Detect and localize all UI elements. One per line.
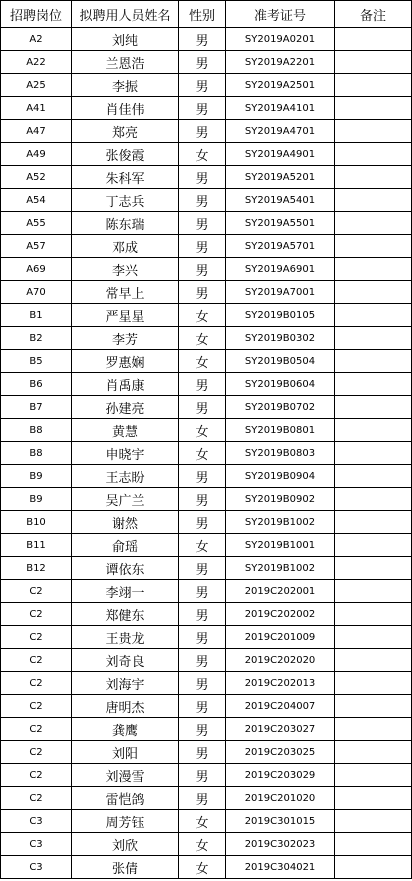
- cell-gender: 男: [179, 764, 226, 787]
- cell-exam-id: SY2019A4701: [226, 120, 335, 143]
- cell-remark: [335, 51, 412, 74]
- table-row: [1, 557, 412, 580]
- cell-remark: [335, 350, 412, 373]
- cell-exam-id: 2019C302023: [226, 833, 335, 856]
- cell-name: 郑亮: [72, 120, 179, 143]
- cell-position: A52: [1, 166, 72, 189]
- cell-position: A49: [1, 143, 72, 166]
- cell-remark: [335, 465, 412, 488]
- cell-exam-id: SY2019B0904: [226, 465, 335, 488]
- cell-name: 刘海宇: [72, 672, 179, 695]
- cell-exam-id: SY2019A5501: [226, 212, 335, 235]
- cell-remark: [335, 833, 412, 856]
- table-row: [1, 396, 412, 419]
- cell-exam-id: 2019C204007: [226, 695, 335, 718]
- cell-exam-id: 2019C203029: [226, 764, 335, 787]
- table-row: [1, 304, 412, 327]
- cell-name: 邓成: [72, 235, 179, 258]
- cell-remark: [335, 603, 412, 626]
- cell-gender: 女: [179, 856, 226, 879]
- cell-name: 龚鹰: [72, 718, 179, 741]
- cell-gender: 女: [179, 833, 226, 856]
- cell-name: 孙建亮: [72, 396, 179, 419]
- cell-position: A41: [1, 97, 72, 120]
- cell-exam-id: 2019C202013: [226, 672, 335, 695]
- cell-remark: [335, 258, 412, 281]
- table-row: [1, 465, 412, 488]
- table-row: [1, 626, 412, 649]
- cell-position: A47: [1, 120, 72, 143]
- table-row: [1, 856, 412, 879]
- cell-position: B10: [1, 511, 72, 534]
- cell-gender: 男: [179, 511, 226, 534]
- cell-remark: [335, 189, 412, 212]
- cell-gender: 女: [179, 442, 226, 465]
- table-row: [1, 28, 412, 51]
- table-row: [1, 580, 412, 603]
- cell-name: 丁志兵: [72, 189, 179, 212]
- cell-exam-id: SY2019A5701: [226, 235, 335, 258]
- cell-remark: [335, 396, 412, 419]
- cell-name: 陈东瑞: [72, 212, 179, 235]
- cell-exam-id: SY2019B0702: [226, 396, 335, 419]
- cell-gender: 男: [179, 97, 226, 120]
- cell-remark: [335, 143, 412, 166]
- cell-name: 俞瑶: [72, 534, 179, 557]
- table-row: [1, 672, 412, 695]
- cell-gender: 女: [179, 534, 226, 557]
- table-row: [1, 649, 412, 672]
- cell-position: A2: [1, 28, 72, 51]
- cell-position: A22: [1, 51, 72, 74]
- cell-remark: [335, 442, 412, 465]
- cell-exam-id: 2019C301015: [226, 810, 335, 833]
- cell-exam-id: SY2019B0504: [226, 350, 335, 373]
- cell-position: C2: [1, 603, 72, 626]
- table-row: [1, 350, 412, 373]
- table-row: [1, 166, 412, 189]
- cell-gender: 女: [179, 350, 226, 373]
- table-row: [1, 764, 412, 787]
- cell-exam-id: SY2019A2501: [226, 74, 335, 97]
- cell-remark: [335, 534, 412, 557]
- cell-gender: 男: [179, 396, 226, 419]
- cell-remark: [335, 741, 412, 764]
- cell-position: B8: [1, 442, 72, 465]
- cell-exam-id: 2019C203027: [226, 718, 335, 741]
- cell-position: C2: [1, 741, 72, 764]
- table-row: [1, 281, 412, 304]
- cell-position: C2: [1, 764, 72, 787]
- cell-position: B8: [1, 419, 72, 442]
- cell-name: 朱科军: [72, 166, 179, 189]
- cell-remark: [335, 74, 412, 97]
- cell-name: 张倩: [72, 856, 179, 879]
- cell-name: 申晓宇: [72, 442, 179, 465]
- cell-exam-id: SY2019B0902: [226, 488, 335, 511]
- cell-gender: 男: [179, 741, 226, 764]
- cell-gender: 女: [179, 810, 226, 833]
- cell-name: 黄慧: [72, 419, 179, 442]
- cell-gender: 男: [179, 51, 226, 74]
- header-name: 拟聘用人员姓名: [72, 1, 179, 28]
- cell-position: B2: [1, 327, 72, 350]
- table-body: [1, 28, 412, 879]
- cell-position: B9: [1, 465, 72, 488]
- cell-name: 刘纯: [72, 28, 179, 51]
- cell-remark: [335, 28, 412, 51]
- cell-remark: [335, 580, 412, 603]
- cell-name: 刘阳: [72, 741, 179, 764]
- cell-exam-id: SY2019B0604: [226, 373, 335, 396]
- table-row: [1, 741, 412, 764]
- cell-gender: 男: [179, 74, 226, 97]
- cell-name: 兰恩浩: [72, 51, 179, 74]
- cell-gender: 男: [179, 787, 226, 810]
- cell-remark: [335, 281, 412, 304]
- table-row: [1, 603, 412, 626]
- table-row: [1, 787, 412, 810]
- cell-position: B12: [1, 557, 72, 580]
- table-row: [1, 143, 412, 166]
- cell-position: C3: [1, 856, 72, 879]
- cell-remark: [335, 304, 412, 327]
- cell-name: 李振: [72, 74, 179, 97]
- cell-position: B9: [1, 488, 72, 511]
- cell-gender: 男: [179, 120, 226, 143]
- cell-name: 王贵龙: [72, 626, 179, 649]
- cell-name: 周芳钰: [72, 810, 179, 833]
- cell-gender: 女: [179, 143, 226, 166]
- cell-gender: 男: [179, 718, 226, 741]
- cell-name: 雷恺鸽: [72, 787, 179, 810]
- cell-name: 郑健东: [72, 603, 179, 626]
- header-gender: 性别: [179, 1, 226, 28]
- cell-exam-id: SY2019B0801: [226, 419, 335, 442]
- cell-name: 李兴: [72, 258, 179, 281]
- table-header-row: [1, 1, 412, 28]
- cell-remark: [335, 810, 412, 833]
- cell-position: C3: [1, 833, 72, 856]
- cell-gender: 男: [179, 258, 226, 281]
- cell-exam-id: 2019C201020: [226, 787, 335, 810]
- cell-name: 罗惠娴: [72, 350, 179, 373]
- cell-exam-id: 2019C203025: [226, 741, 335, 764]
- cell-position: B11: [1, 534, 72, 557]
- table-row: [1, 511, 412, 534]
- cell-name: 唐明杰: [72, 695, 179, 718]
- cell-name: 肖禹康: [72, 373, 179, 396]
- cell-remark: [335, 672, 412, 695]
- cell-gender: 男: [179, 580, 226, 603]
- cell-position: B7: [1, 396, 72, 419]
- cell-remark: [335, 626, 412, 649]
- table-row: [1, 235, 412, 258]
- cell-remark: [335, 718, 412, 741]
- cell-gender: 男: [179, 235, 226, 258]
- cell-exam-id: 2019C201009: [226, 626, 335, 649]
- cell-position: C2: [1, 718, 72, 741]
- cell-exam-id: 2019C202020: [226, 649, 335, 672]
- cell-gender: 男: [179, 695, 226, 718]
- cell-name: 李翊一: [72, 580, 179, 603]
- cell-exam-id: SY2019A4101: [226, 97, 335, 120]
- cell-gender: 女: [179, 304, 226, 327]
- cell-position: A69: [1, 258, 72, 281]
- cell-name: 张俊霞: [72, 143, 179, 166]
- cell-name: 王志盼: [72, 465, 179, 488]
- cell-gender: 男: [179, 488, 226, 511]
- cell-name: 严星星: [72, 304, 179, 327]
- cell-remark: [335, 373, 412, 396]
- cell-position: A70: [1, 281, 72, 304]
- cell-gender: 男: [179, 212, 226, 235]
- cell-name: 李芳: [72, 327, 179, 350]
- table-row: [1, 718, 412, 741]
- cell-position: C2: [1, 649, 72, 672]
- cell-remark: [335, 695, 412, 718]
- cell-remark: [335, 557, 412, 580]
- table-row: [1, 373, 412, 396]
- cell-exam-id: SY2019B0105: [226, 304, 335, 327]
- cell-exam-id: SY2019A5401: [226, 189, 335, 212]
- cell-name: 刘欣: [72, 833, 179, 856]
- cell-name: 谢然: [72, 511, 179, 534]
- cell-position: C2: [1, 672, 72, 695]
- cell-name: 肖佳伟: [72, 97, 179, 120]
- header-exam-id: 准考证号: [226, 1, 335, 28]
- cell-gender: 男: [179, 373, 226, 396]
- table-row: [1, 51, 412, 74]
- table-row: [1, 419, 412, 442]
- cell-position: B1: [1, 304, 72, 327]
- cell-exam-id: SY2019A2201: [226, 51, 335, 74]
- cell-remark: [335, 419, 412, 442]
- cell-name: 刘奇良: [72, 649, 179, 672]
- table-row: [1, 189, 412, 212]
- cell-gender: 女: [179, 327, 226, 350]
- cell-remark: [335, 166, 412, 189]
- table-row: [1, 120, 412, 143]
- cell-position: A54: [1, 189, 72, 212]
- table-row: [1, 695, 412, 718]
- cell-exam-id: SY2019B0803: [226, 442, 335, 465]
- cell-gender: 男: [179, 557, 226, 580]
- cell-exam-id: SY2019A0201: [226, 28, 335, 51]
- cell-remark: [335, 787, 412, 810]
- header-position: 招聘岗位: [1, 1, 72, 28]
- cell-gender: 男: [179, 603, 226, 626]
- table-row: [1, 534, 412, 557]
- cell-remark: [335, 235, 412, 258]
- table-row: [1, 97, 412, 120]
- cell-position: C2: [1, 695, 72, 718]
- cell-position: A25: [1, 74, 72, 97]
- cell-gender: 男: [179, 189, 226, 212]
- table-row: [1, 212, 412, 235]
- cell-position: A55: [1, 212, 72, 235]
- cell-gender: 男: [179, 465, 226, 488]
- cell-position: A57: [1, 235, 72, 258]
- cell-position: C3: [1, 810, 72, 833]
- cell-gender: 男: [179, 649, 226, 672]
- cell-position: C2: [1, 580, 72, 603]
- cell-exam-id: SY2019A7001: [226, 281, 335, 304]
- table-row: [1, 74, 412, 97]
- table-row: [1, 327, 412, 350]
- cell-exam-id: 2019C202002: [226, 603, 335, 626]
- cell-exam-id: 2019C304021: [226, 856, 335, 879]
- table-row: [1, 488, 412, 511]
- cell-exam-id: SY2019B0302: [226, 327, 335, 350]
- cell-exam-id: SY2019A5201: [226, 166, 335, 189]
- table-row: [1, 810, 412, 833]
- cell-remark: [335, 488, 412, 511]
- cell-exam-id: SY2019A6901: [226, 258, 335, 281]
- cell-exam-id: SY2019B1002: [226, 511, 335, 534]
- cell-name: 刘漫雪: [72, 764, 179, 787]
- cell-position: B6: [1, 373, 72, 396]
- cell-gender: 女: [179, 419, 226, 442]
- cell-position: B5: [1, 350, 72, 373]
- cell-position: C2: [1, 787, 72, 810]
- cell-gender: 男: [179, 626, 226, 649]
- cell-name: 常早上: [72, 281, 179, 304]
- cell-gender: 男: [179, 281, 226, 304]
- cell-gender: 男: [179, 672, 226, 695]
- table-row: [1, 258, 412, 281]
- cell-remark: [335, 120, 412, 143]
- header-remark: 备注: [335, 1, 412, 28]
- cell-gender: 男: [179, 166, 226, 189]
- cell-name: 谭依东: [72, 557, 179, 580]
- cell-remark: [335, 856, 412, 879]
- cell-position: C2: [1, 626, 72, 649]
- cell-remark: [335, 764, 412, 787]
- cell-exam-id: SY2019B1001: [226, 534, 335, 557]
- cell-remark: [335, 97, 412, 120]
- cell-exam-id: SY2019A4901: [226, 143, 335, 166]
- cell-gender: 男: [179, 28, 226, 51]
- cell-name: 吴广兰: [72, 488, 179, 511]
- cell-exam-id: SY2019B1002: [226, 557, 335, 580]
- table-row: [1, 833, 412, 856]
- cell-remark: [335, 327, 412, 350]
- cell-remark: [335, 649, 412, 672]
- cell-remark: [335, 511, 412, 534]
- cell-exam-id: 2019C202001: [226, 580, 335, 603]
- table-row: [1, 442, 412, 465]
- cell-remark: [335, 212, 412, 235]
